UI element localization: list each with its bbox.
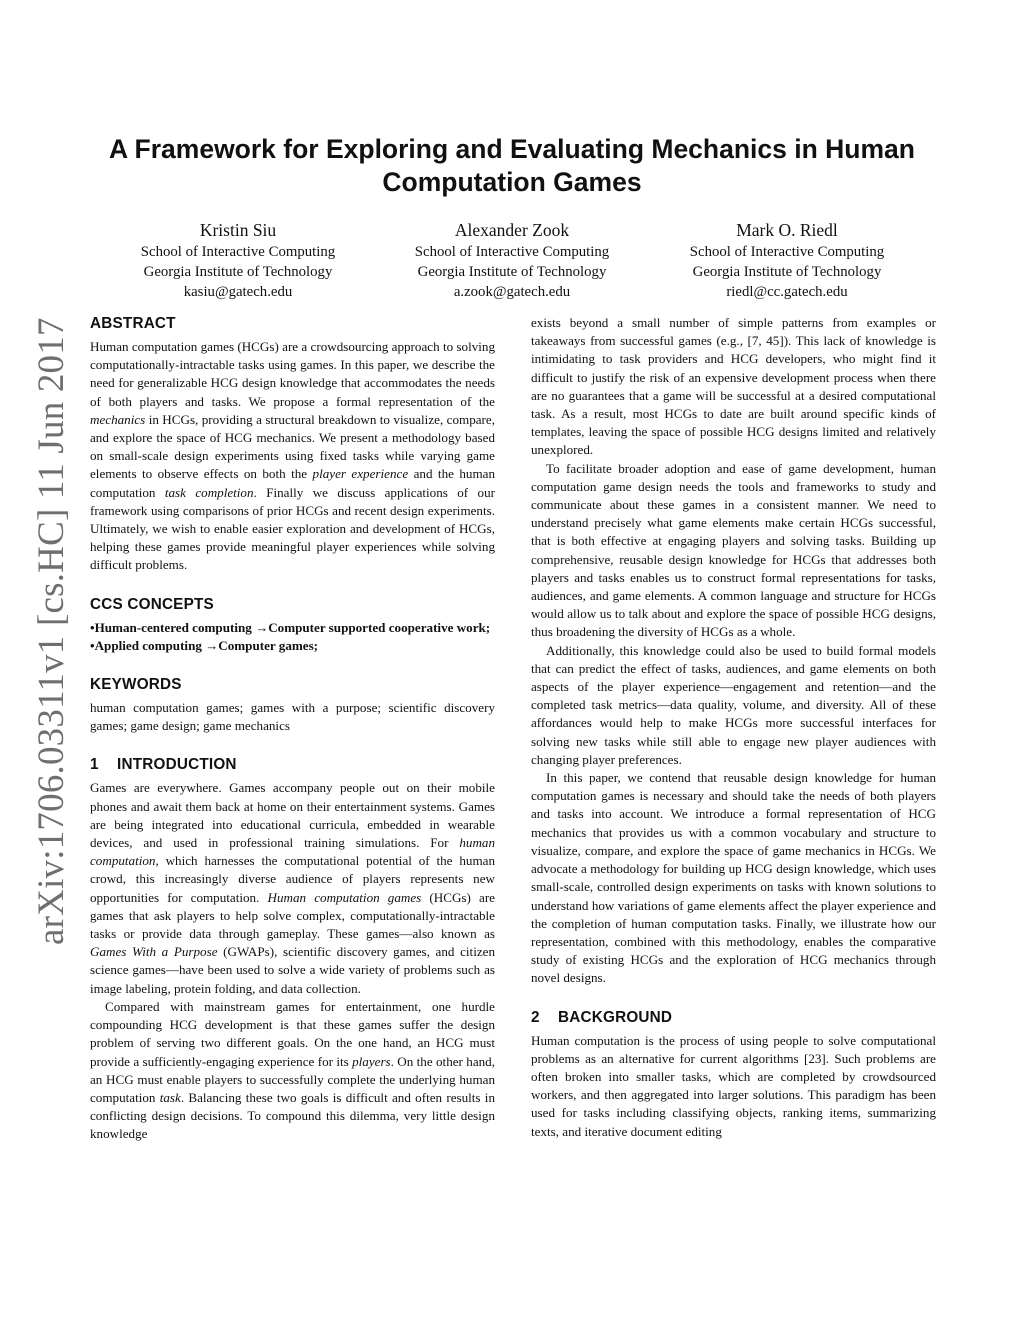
author-block [382,218,642,302]
ccs-text: •Human-centered computing →Computer supported cooperative work; •Applied computing →Computer games; [90,619,491,653]
background-paragraph: Human computation is the process of using people to solve computational problems as an alternative for current algorithms [23]. Such problems are often broken into smaller tasks, which are completed by crowdsourced workers, and then aggregated into larger solutions. This paradigm has been used for tasks including classifying objects, ranking items, summarizing texts, and iterative document editing [531,1032,936,1139]
author-name: Alexander Zook [454,220,570,240]
left-column [90,314,495,1144]
author-email: kasiu@gatech.edu [183,284,293,300]
intro-paragraph: Additionally, this knowledge could also be used to build formal models that can predict the effect of tasks, audiences, and game elements on both aspects of the player experience—engagement and retention—and the completed task metrics—data quality, volume, and diversity. All of these affordances would help to make HCGs more successful interfaces for solving new tasks while still able to engage new player audiences with changing player preferences. [531,642,936,767]
arxiv-identifier: arXiv:1706.03311v1 [cs.HC] 11 Jun 2017 [31,317,72,945]
intro-paragraph: exists beyond a small number of simple patterns from examples or takeaways from successful games (e.g., [7, 45]). This lack of knowledge is intimidating to task providers and HCG developers, who might find it difficult to justify the risk of an expensive development process when there are no guarantees that a game will be successful at a desired computational task. As a result, most HCGs to date are built around specific kinds of templates, leaving the space of possible HCG designs limited and relatively unexplored. [531,315,936,458]
background-heading: 2 BACKGROUND [531,1008,673,1026]
abstract-heading: ABSTRACT [90,315,176,332]
author-institute: Georgia Institute of Technology [692,264,882,280]
author-institute: Georgia Institute of Technology [417,264,607,280]
author-name: Kristin Siu [199,220,277,240]
right-column [531,314,936,1141]
intro-paragraph: In this paper, we contend that reusable design knowledge for human computation games is necessary and should take the needs of both players and tasks into account. We introduce a formal representation of HCG mechanics that provides us with a common vocabulary and structure to visualize, compare, and explore the space of game mechanics in HCGs. We advocate a methodology for building up HCG design knowledge, which uses small-scale, controlled design experiments on tasks with known solutions to understand how variations of game elements affect the player experience and the completion of human computation tasks. Finally, we illustrate how our representation, combined with this methodology, enables the comparative study of existing HCGs and the exploration of HCG mechanics through novel designs. [531,770,936,986]
keywords-text: human computation games; games with a purpose; scientific discovery games; game design; game mechanics [90,700,495,734]
intro-heading: 1 INTRODUCTION [90,756,237,774]
intro-paragraph: Compared with mainstream games for entertainment, one hurdle compounding HCG development is that these games suffer the design problem of serving two different goals. On the one hand, an HCG must provide a sufficiently-engaging experience for its players. On the other hand, an HCG must enable players to successfully complete the underlying human computation task. Balancing these two goals is difficult and often results in conflicting design decisions. To compound this dilemma, very little design knowledge [90,998,495,1142]
keywords-heading: KEYWORDS [90,676,182,694]
author-email: a.zook@gatech.edu [453,284,571,300]
author-block [108,218,368,302]
author-institute: Georgia Institute of Technology [143,264,333,280]
author-name: Mark O. Riedl [736,220,838,240]
intro-paragraph: Games are everywhere. Games accompany people out on their mobile phones and await them back at home on their entertainment systems. Games are being integrated into educational curricula, embedded in wearable devices, and used in professional training simulations. For human computation, which harnesses the computational potential of the human crowd, this increasingly diverse audience of players represents new opportunities for computation. Human computation games (HCGs) are games that ask players to help solve complex, computationally-intractable tasks or provide data through gameplay. These games—also known as Games With a Purpose (GWAPs), scientific discovery games, and citizen science games—have been used to solve a wide variety of problems such as image labeling, protein folding, and data collection. [90,780,496,996]
intro-paragraph: To facilitate broader adoption and ease of game development, human computation game design needs the tools and frameworks to study and communicate about these games in a consistent manner. We need to understand precisely what game elements make certain HCGs successful, that is both effective at engaging players and solving tasks. Building up comprehensive, reusable design knowledge for HCGs that addresses both players and tasks enables us to construct formal representations for tasks, audiences, and game elements. A common language and structure for HCGs would allow us to talk about and explore the space of possible HCG designs, thus broadening the diversity of HCGs as a whole. [531,460,936,640]
author-email: riedl@cc.gatech.edu [726,284,848,300]
author-school: School of Interactive Computing [689,244,885,260]
author-block [657,218,917,302]
ccs-heading: CCS CONCEPTS [90,595,214,613]
author-school: School of Interactive Computing [414,244,610,260]
abstract-text: Human computation games (HCGs) are a crowdsourcing approach to solving computationally-intractable tasks using games. In this paper, we describe the need for generalizable HCG design knowledge that accommodates the needs of both players and tasks. We propose a formal representation of the mechanics in HCGs, providing a structural breakdown to visualize, compare, and explore the space of HCG mechanics. We present a methodology based on small-scale design experiments using fixed tasks while varying game elements to observe effects on both the player experience and the human computation task completion. Finally we discuss applications of our framework using comparisons of prior HCGs and recent design experiments. Ultimately, we wish to enable easier exploration and development of HCGs, helping these games provide meaningful player experiences while solving difficult problems. [90,339,496,573]
paper-title: A Framework for Exploring and Evaluating Mechanics in Human Computation Games [109,134,915,197]
author-school: School of Interactive Computing [140,244,336,260]
